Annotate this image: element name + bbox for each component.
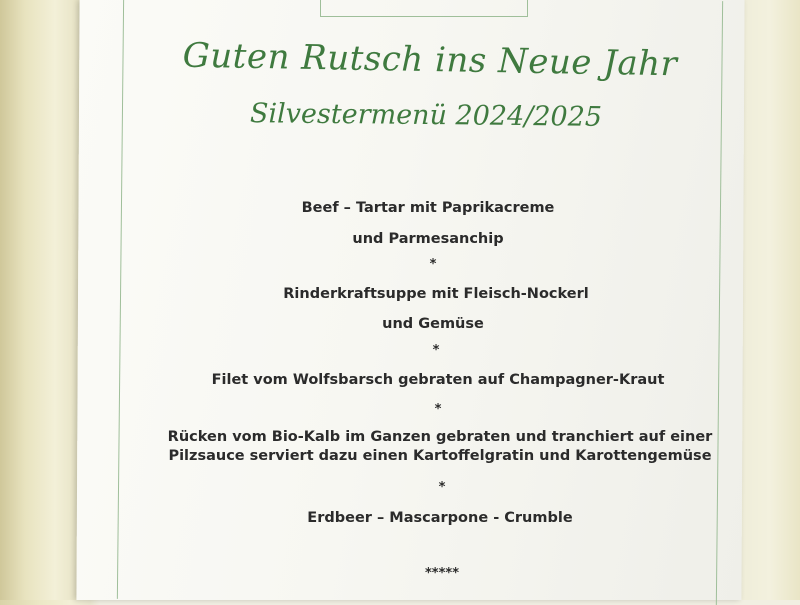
course-separator: *	[438, 480, 446, 495]
course-separator: *	[432, 343, 440, 358]
top-decor-box	[320, 0, 528, 17]
course-2-line-1: Rinderkraftsuppe mit Fleisch-Nockerl	[283, 286, 589, 302]
course-1-line-2: und Parmesanchip	[352, 231, 504, 247]
course-separator: *	[429, 257, 437, 272]
course-4-line-2: Pilzsauce serviert dazu einen Kartoffelgratin und Karottengemüse	[168, 448, 712, 464]
menu-title: Guten Rutsch ins Neue Jahr	[182, 35, 678, 85]
menu-subtitle: Silvestermenü 2024/2025	[249, 98, 603, 133]
course-5-line-1: Erdbeer – Mascarpone - Crumble	[307, 510, 573, 526]
course-2-line-2: und Gemüse	[382, 316, 484, 332]
course-3-line-1: Filet vom Wolfsbarsch gebraten auf Champagner-Kraut	[211, 372, 665, 388]
menu-end-stars: *****	[425, 566, 459, 581]
course-4-line-1: Rücken vom Bio-Kalb im Ganzen gebraten und tranchiert auf einer	[167, 429, 713, 445]
course-1-line-1: Beef – Tartar mit Paprikacreme	[301, 200, 555, 216]
course-separator: *	[434, 402, 442, 417]
